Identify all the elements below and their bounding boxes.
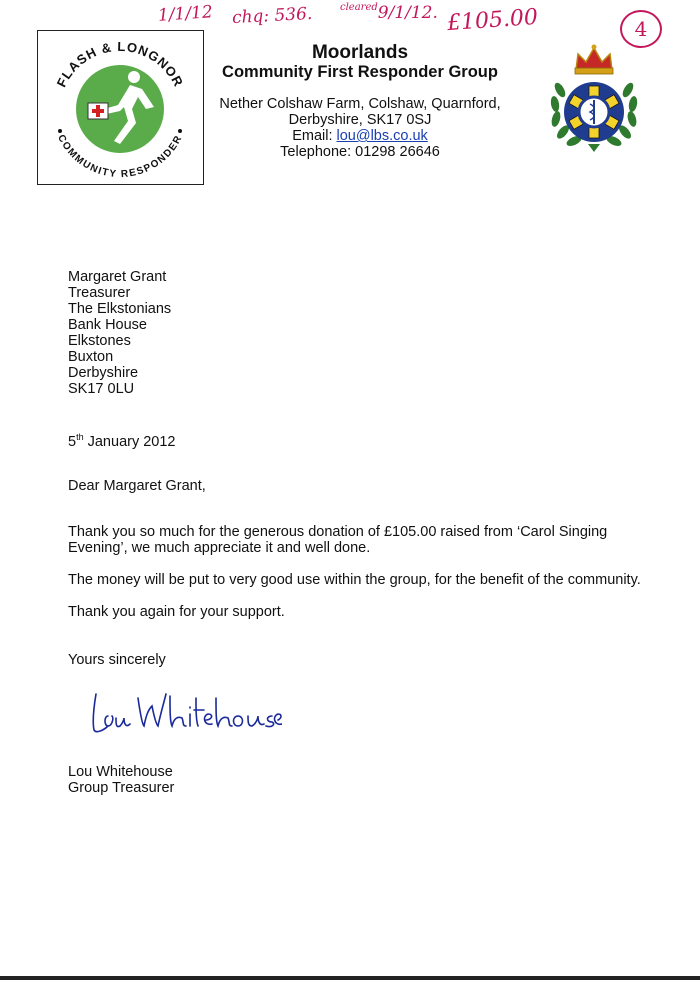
- handwritten-signature: [82, 676, 282, 746]
- crown-icon: [575, 45, 613, 75]
- recipient-line: Treasurer: [68, 285, 131, 301]
- first-aid-kit-icon: [88, 103, 108, 119]
- org-address-line2: Derbyshire, SK17 0SJ: [288, 112, 432, 128]
- closing: Yours sincerely: [68, 652, 166, 668]
- letter-date: [68, 429, 176, 450]
- logo-bottom-text: COMMUNITY RESPONDER: [55, 133, 185, 181]
- annotation-page-number: 4: [620, 10, 662, 48]
- date-day: 5: [68, 434, 77, 450]
- signatory-title: Group Treasurer: [68, 780, 175, 796]
- body-paragraph3: Thank you again for your support.: [68, 604, 285, 620]
- body-paragraph1-line1: Thank you so much for the generous donation of £105.00 raised from ‘Carol Singing: [68, 524, 608, 540]
- recipient-line: Elkstones: [68, 333, 131, 349]
- recipient-line: The Elkstonians: [68, 301, 172, 317]
- annotation-cheque-number: chq: 536.: [231, 3, 313, 29]
- annotation-cleared-date: 9/1/12.: [377, 3, 438, 23]
- recipient-line: SK17 0LU: [68, 381, 135, 397]
- date-ordinal: th: [76, 432, 84, 442]
- annotation-cleared-label: cleared: [340, 2, 378, 13]
- org-telephone: Telephone: 01298 26646: [280, 144, 440, 160]
- responder-logo: [37, 30, 204, 185]
- org-name: Moorlands: [311, 42, 409, 63]
- annotation-cleared: [340, 2, 438, 23]
- org-email: [200, 128, 520, 144]
- org-subtitle: Community First Responder Group: [222, 63, 498, 81]
- body-paragraph1-line2: Evening’, we much appreciate it and well done.: [68, 540, 371, 556]
- org-address-line1: Nether Colshaw Farm, Colshaw, Quarnford,: [219, 96, 501, 112]
- logo-top-text: FLASH & LONGNOR: [53, 38, 187, 90]
- date-rest: January 2012: [83, 434, 176, 450]
- recipient-line: Bank House: [68, 317, 147, 333]
- annotation-amount: £105.00: [446, 4, 539, 37]
- signatory-name: Lou Whitehouse: [68, 764, 173, 780]
- recipient-line: Derbyshire: [68, 365, 139, 381]
- page-bottom-edge: [0, 976, 700, 980]
- body-paragraph2: The money will be put to very good use within the group, for the benefit of the community.: [68, 572, 641, 588]
- recipient-line: Margaret Grant: [68, 269, 167, 285]
- email-link[interactable]: lou@lbs.co.uk: [336, 128, 428, 144]
- recipient-line: Buxton: [68, 349, 114, 365]
- salutation: Dear Margaret Grant,: [68, 478, 206, 494]
- annotation-date: 1/1/12: [157, 2, 214, 26]
- responder-logo-graphic: [38, 31, 202, 183]
- email-label: Email:: [292, 128, 337, 144]
- ambulance-service-crest: [546, 40, 642, 160]
